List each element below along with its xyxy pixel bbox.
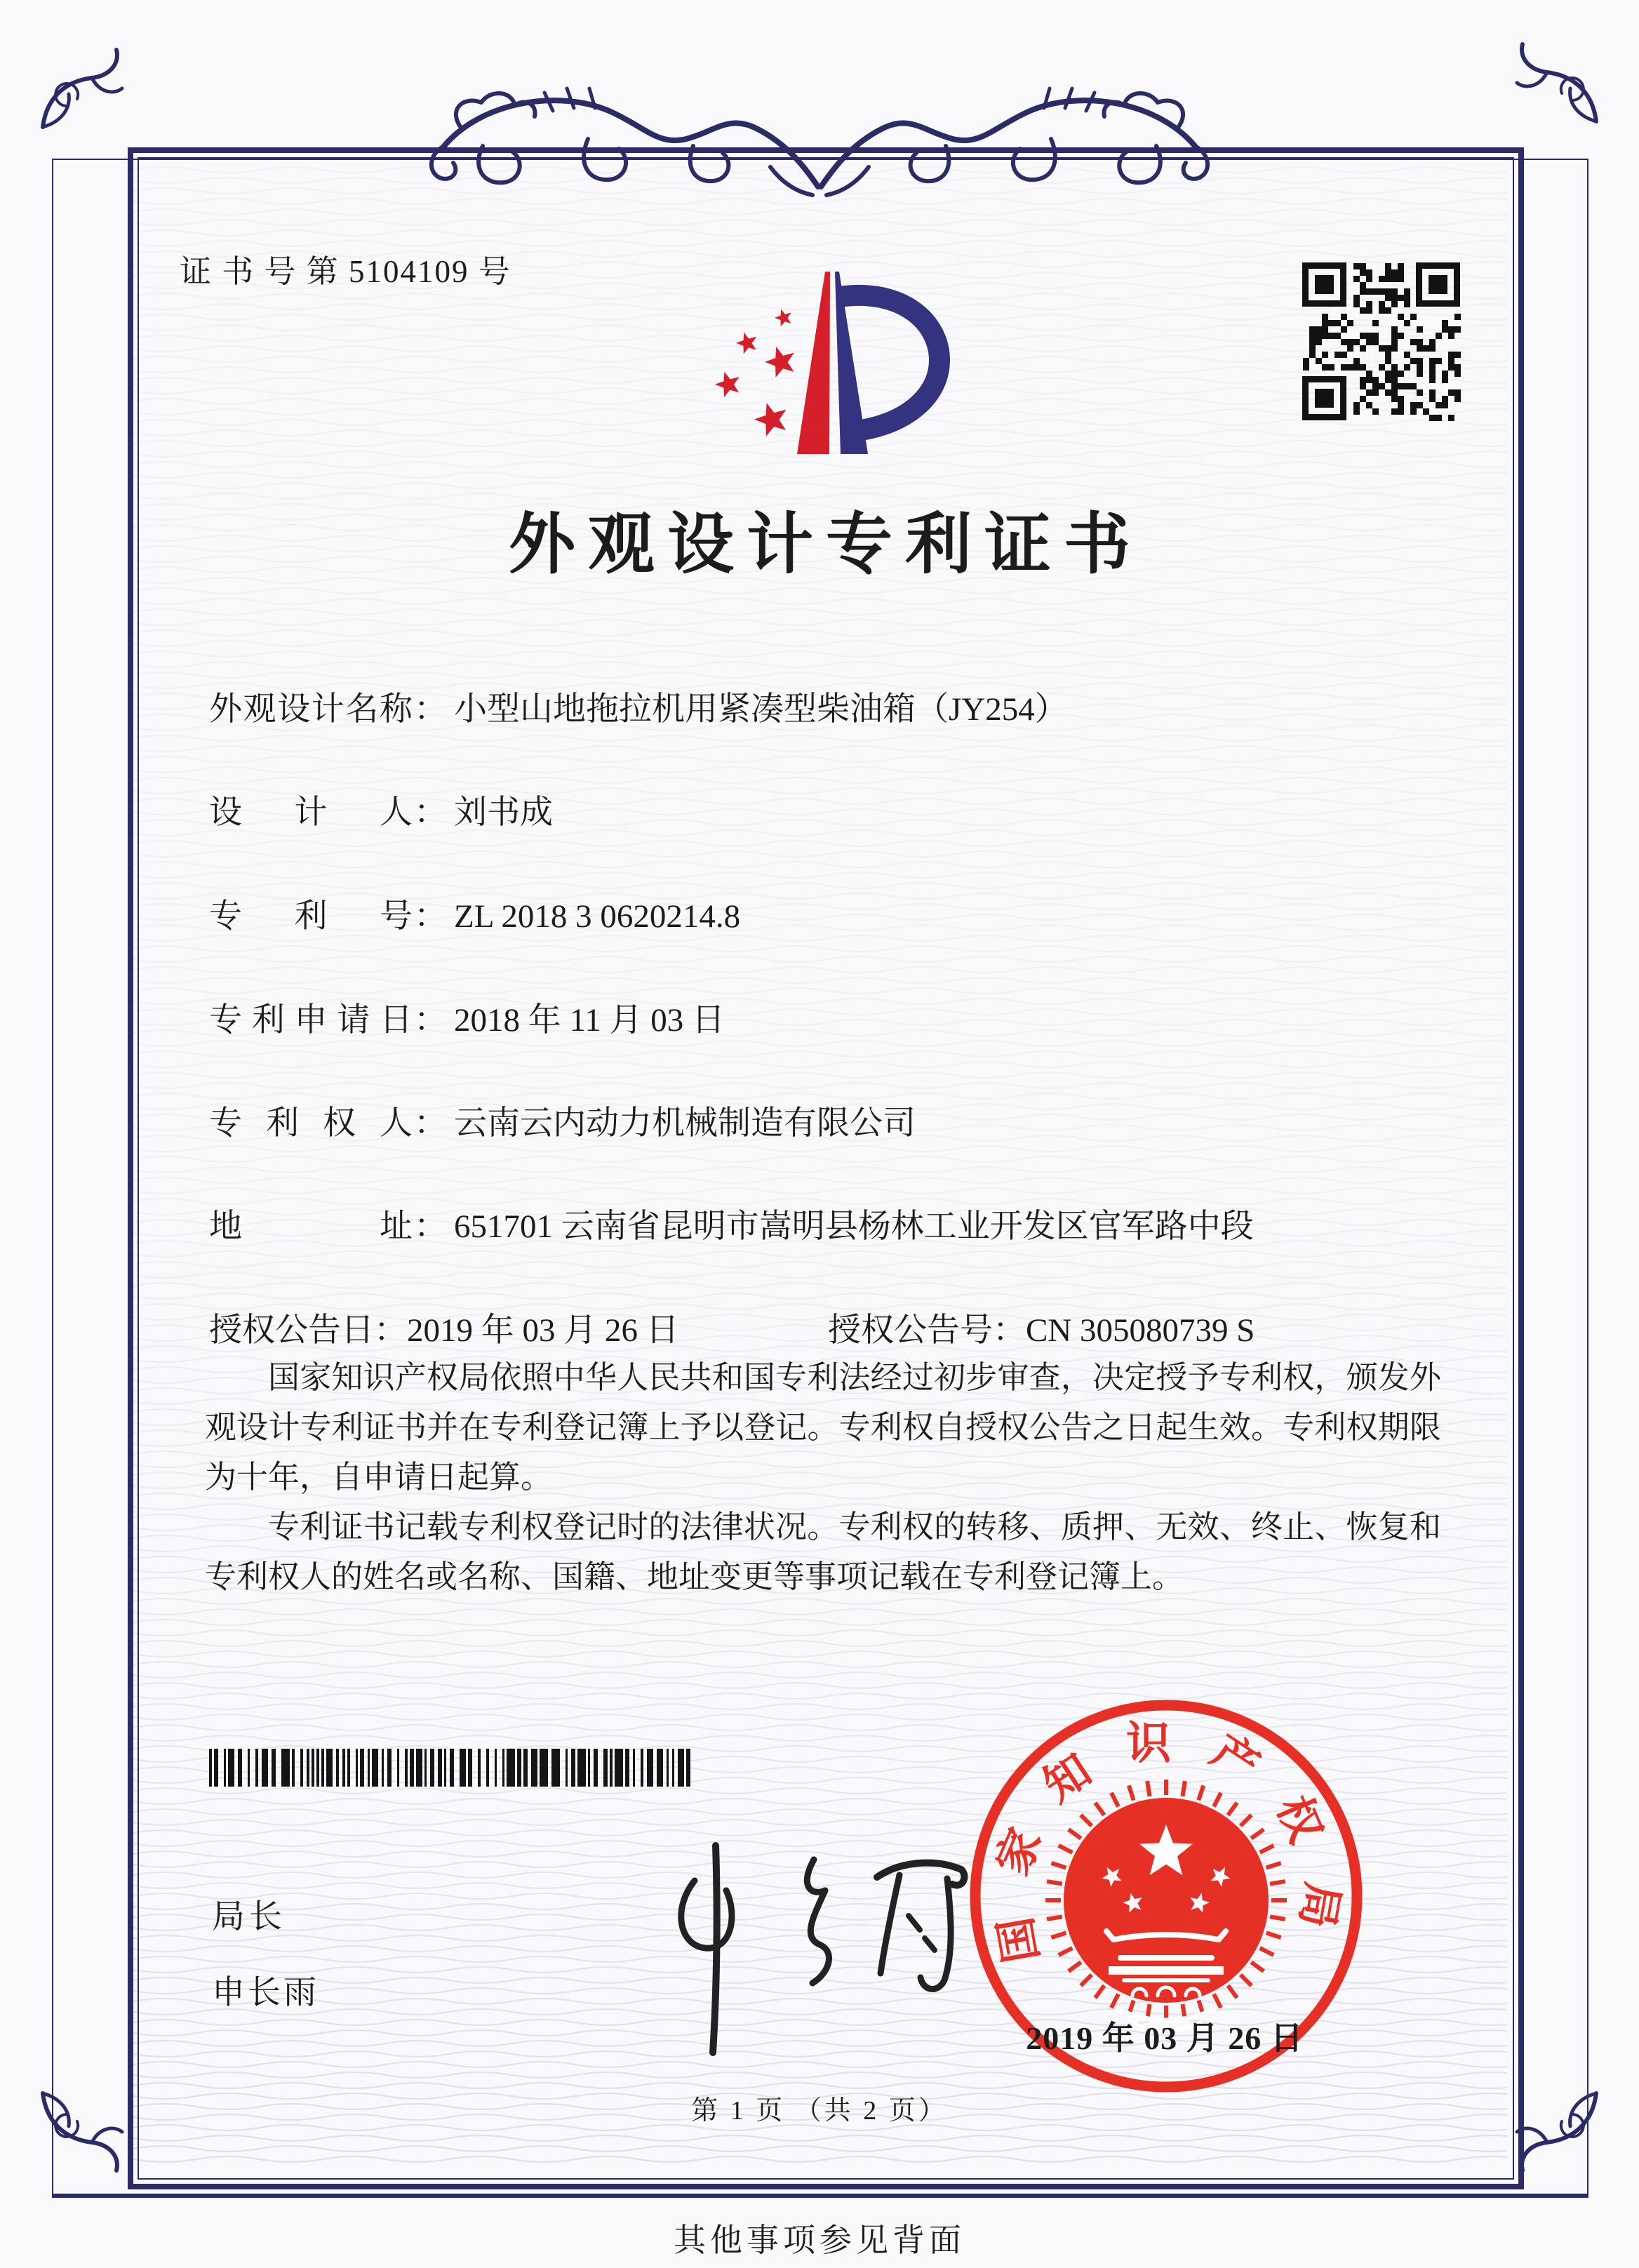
legal-text-block [205,1353,1441,1602]
field-value: 651701 云南省昆明市嵩明县杨林工业开发区官军路中段 [454,1208,1254,1245]
field-design-name [209,683,1068,730]
grant-no-label: 授权公告号 [828,1312,993,1349]
page-number-footer: 第 1 页 （共 2 页） [691,2096,948,2126]
grant-no-value: CN 305080739 S [1026,1312,1255,1349]
grant-date-value: 2019 年 03 月 26 日 [407,1312,679,1349]
certificate-title: 外观设计专利证书 [508,507,1143,582]
field-label: 地址 [209,1208,413,1245]
legal-paragraph-2: 专利证书记载专利权登记时的法律状况。专利权的转移、质押、无效、终止、恢复和专利权人的姓名或名称、国籍、地址变更等事项记载在专利登记簿上。 [205,1509,1441,1594]
field-value: 小型山地拖拉机用紧凑型柴油箱（JY254） [454,691,1068,728]
corner-flourish-top-left [32,39,131,138]
field-colon: ： [414,898,447,935]
director-title-label: 局长 [212,1899,286,1935]
dragon-ornament-top [377,62,1262,223]
field-designer [209,786,553,833]
field-colon: ： [414,794,447,831]
field-value: ZL 2018 3 0620214.8 [454,898,741,935]
field-colon: ： [414,1002,447,1039]
backside-note: 其他事项参见背面 [674,2222,965,2258]
field-colon: ： [414,1208,447,1245]
field-colon: ： [414,1105,447,1142]
grant-colon: ： [374,1312,407,1349]
logo-stars [715,309,794,436]
field-label: 设计人 [209,794,413,831]
field-label: 专利权人 [209,1105,413,1142]
cnipa-logo [691,249,951,467]
field-value: 刘书成 [454,794,553,831]
qr-code [1302,262,1462,422]
seal-agency-text: 国家知识产权局 [984,1718,1349,1967]
field-patent-number [209,890,740,937]
corner-flourish-top-right [1508,34,1607,132]
grant-colon: ： [993,1312,1026,1349]
field-value: 2018 年 11 月 03 日 [454,1002,725,1039]
field-label: 外观设计名称 [209,691,413,728]
field-label: 专利申请日 [209,1002,413,1039]
field-filing-date [209,994,725,1041]
director-signature [582,1810,975,2063]
certificate-number: 证 书 号 第 5104109 号 [180,254,511,289]
field-label: 专利号 [209,898,413,935]
legal-paragraph-1: 国家知识产权局依照中华人民共和国专利法经过初步审查，决定授予专利权，颁发外观设计专利证书并在专利登记簿上予以登记。专利权自授权公告之日起生效。专利权期限为十年，自申请日起算。 [205,1360,1441,1495]
field-colon: ： [414,691,447,728]
barcode [209,1749,697,1787]
grant-line [209,1304,1255,1351]
grant-date-label: 授权公告日 [209,1312,374,1349]
field-value: 云南云内动力机械制造有限公司 [454,1105,916,1142]
director-name: 申长雨 [212,1975,319,2011]
logo-red-wedge [797,272,830,454]
field-address [209,1200,1254,1247]
seal-date: 2019 年 03 月 26 日 [1026,2020,1304,2056]
field-patentee [209,1097,916,1144]
